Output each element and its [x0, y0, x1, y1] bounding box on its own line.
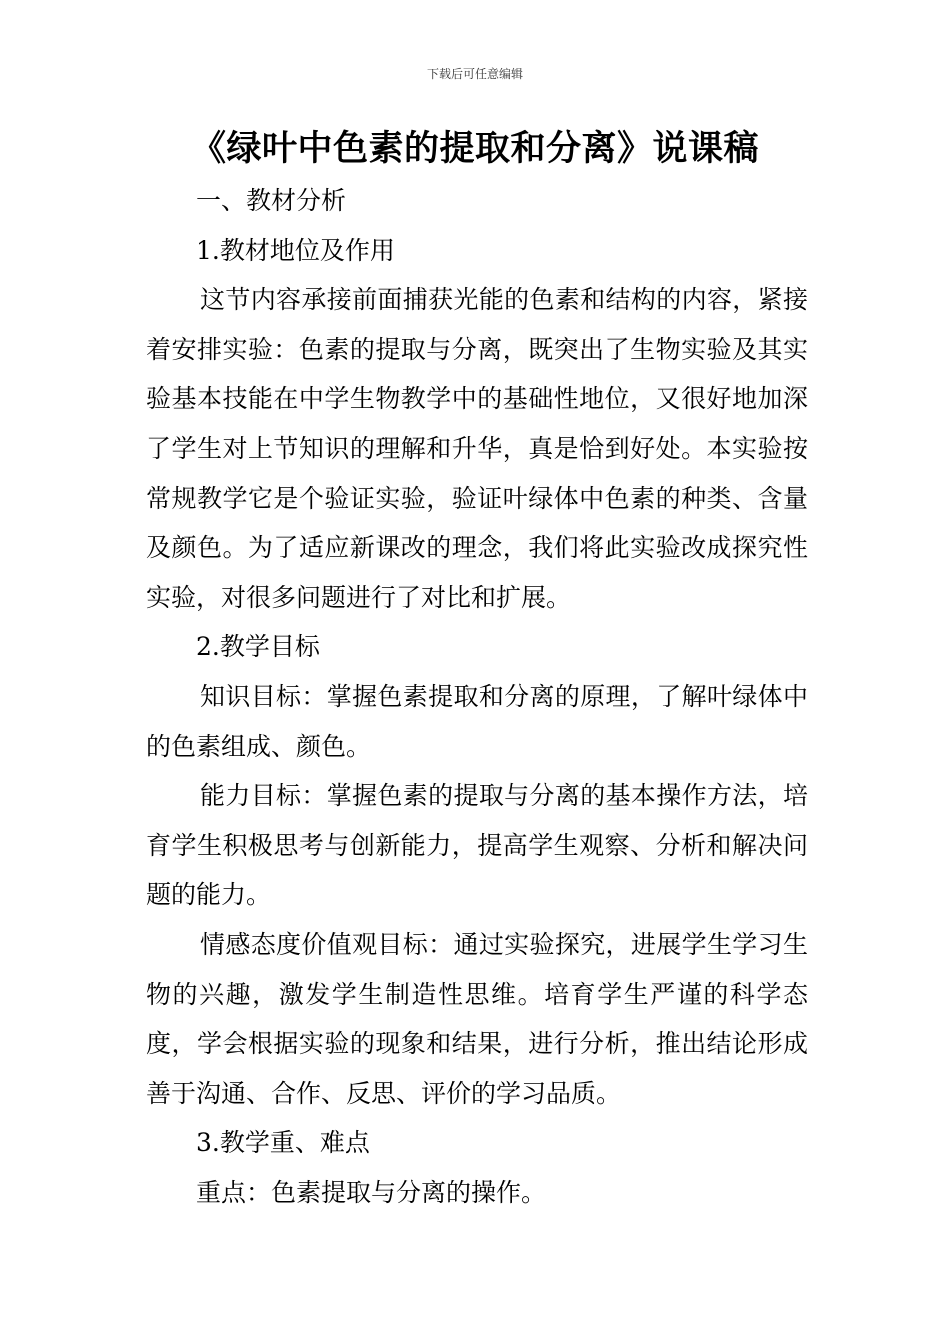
paragraph-knowledge-goal: 知识目标：掌握色素提取和分离的原理，了解叶绿体中的色素组成、颜色。 — [146, 681, 808, 761]
paragraph-key-point: 重点：色素提取与分离的操作。 — [196, 1177, 547, 1207]
subheading-teaching-goals: 2.教学目标 — [196, 632, 320, 662]
header-note: 下载后可任意编辑 — [426, 67, 523, 81]
document-body — [146, 176, 808, 1217]
subheading-key-difficult-points: 3.教学重、难点 — [196, 1128, 370, 1158]
paragraph-textbook-position: 这节内容承接前面捕获光能的色素和结构的内容，紧接着安排实验：色素的提取与分离，既突出了生物实验及其实验基本技能在中学生物教学中的基础性地位，又很好地加深了学生对上节知识的理解和升华，真是恰到好处。本实验按常规教学它是个验证实验，验证叶绿体中色素的种类、含量及颜色。为了适应新课改的理念，我们将此实验改成探究性实验，对很多问题进行了对比和扩展。 — [146, 285, 808, 612]
paragraph-emotion-goal: 情感态度价值观目标：通过实验探究，进展学生学习生物的兴趣，激发学生制造性思维。培育学生严谨的科学态度，学会根据实验的现象和结果，进行分析，推出结论形成善于沟通、合作、反思、评价的学习品质。 — [146, 929, 808, 1108]
paragraph-ability-goal: 能力目标：掌握色素的提取与分离的基本操作方法，培育学生积极思考与创新能力，提高学生观察、分析和解决问题的能力。 — [146, 781, 808, 910]
subheading-textbook-position: 1.教材地位及作用 — [196, 235, 395, 265]
section-heading-textbook-analysis: 一、教材分析 — [196, 186, 347, 215]
document-title: 《绿叶中色素的提取和分离》说课稿 — [190, 129, 759, 169]
